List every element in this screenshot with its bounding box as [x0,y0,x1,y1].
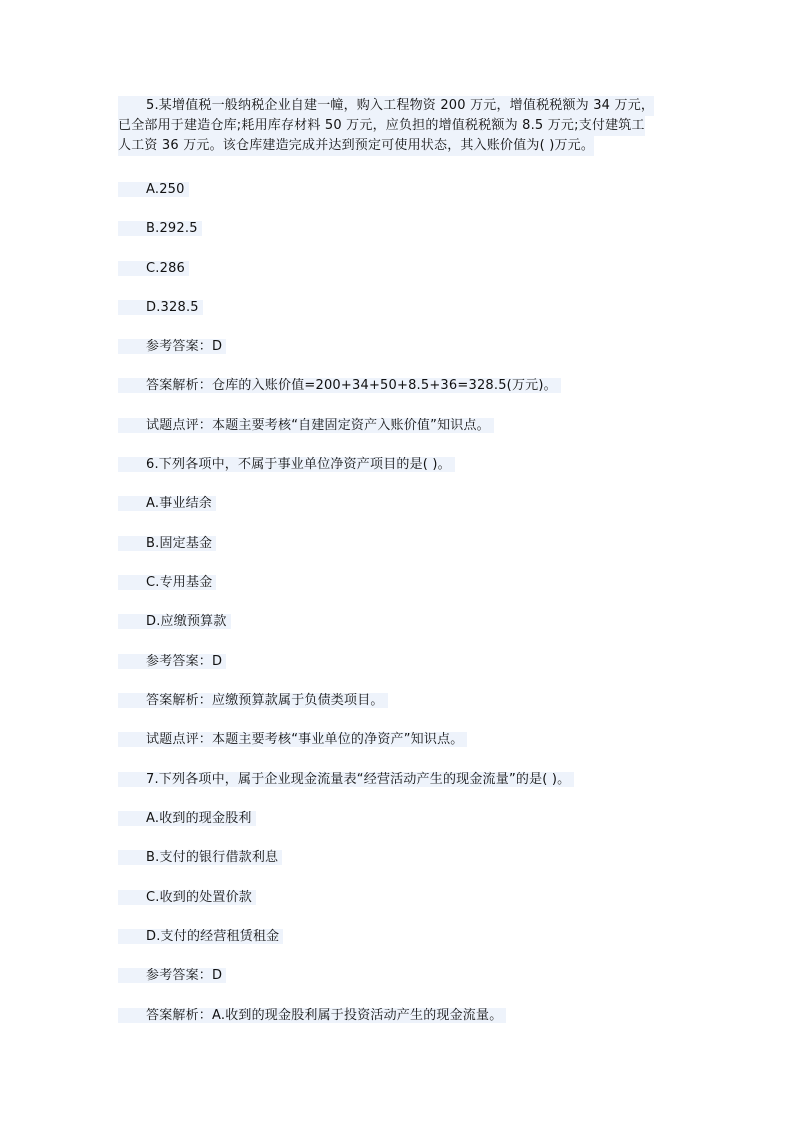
answer-text: 参考答案：D [118,339,226,354]
option-label: C.收到的处置价款 [118,890,256,905]
question-7-answer [120,966,226,986]
question-7-option-a [120,809,256,829]
stem-text: 6.下列各项中，不属于事业单位净资产项目的是( )。 [118,457,455,472]
question-5-stem-line-1: 5.某增值税一般纳税企业自建一幢，购入工程物资 200 万元，增值税税额为 34 万元， [118,96,654,116]
option-label: D.应缴预算款 [118,614,231,629]
analysis-text: 答案解析：A.收到的现金股利属于投资活动产生的现金流量。 [118,1008,506,1023]
option-label: C.286 [118,261,189,276]
question-6-stem [120,455,455,475]
question-6-comment [120,730,467,750]
question-5-stem-line-3: 人工资 36 万元。该仓库建造完成并达到预定可使用状态，其入账价值为( )万元。 [118,136,594,156]
comment-text: 试题点评：本题主要考核“事业单位的净资产”知识点。 [118,732,467,747]
stem-text: 7.下列各项中，属于企业现金流量表“经营活动产生的现金流量”的是( )。 [118,772,574,787]
question-5-option-c [120,259,189,279]
question-7-option-c [120,888,256,908]
question-5-answer [120,337,226,357]
question-6-option-b [120,534,216,554]
question-5-comment [120,416,494,436]
question-6-option-c [120,573,216,593]
option-label: A.收到的现金股利 [118,811,256,826]
question-7-analysis [120,1006,506,1026]
question-7-option-b [120,848,282,868]
question-6-option-a [120,494,216,514]
question-6-option-d [120,612,231,632]
option-label: B.固定基金 [118,536,216,551]
answer-text: 参考答案：D [118,968,226,983]
analysis-text: 答案解析：仓库的入账价值=200+34+50+8.5+36=328.5(万元)。 [118,378,561,393]
option-label: C.专用基金 [118,575,216,590]
answer-text: 参考答案：D [118,654,226,669]
question-5-option-a [120,180,189,200]
question-5-stem-line-2: 已全部用于建造仓库;耗用库存材料 50 万元，应负担的增值税税额为 8.5 万元;支付建筑工 [118,116,645,136]
question-6-analysis [120,691,388,711]
question-5-stem [118,96,678,156]
analysis-text: 答案解析：应缴预算款属于负债类项目。 [118,693,388,708]
option-label: B.支付的银行借款利息 [118,850,282,865]
question-5-option-b [120,219,202,239]
question-7-stem [120,770,574,790]
comment-text: 试题点评：本题主要考核“自建固定资产入账价值”知识点。 [118,418,494,433]
question-5-option-d [120,298,203,318]
option-label: D.328.5 [118,300,203,315]
option-label: D.支付的经营租赁租金 [118,929,283,944]
option-label: A.250 [118,182,189,197]
question-5-analysis [120,376,561,396]
option-label: B.292.5 [118,221,202,236]
option-label: A.事业结余 [118,496,216,511]
question-6-answer [120,652,226,672]
question-7-option-d [120,927,283,947]
